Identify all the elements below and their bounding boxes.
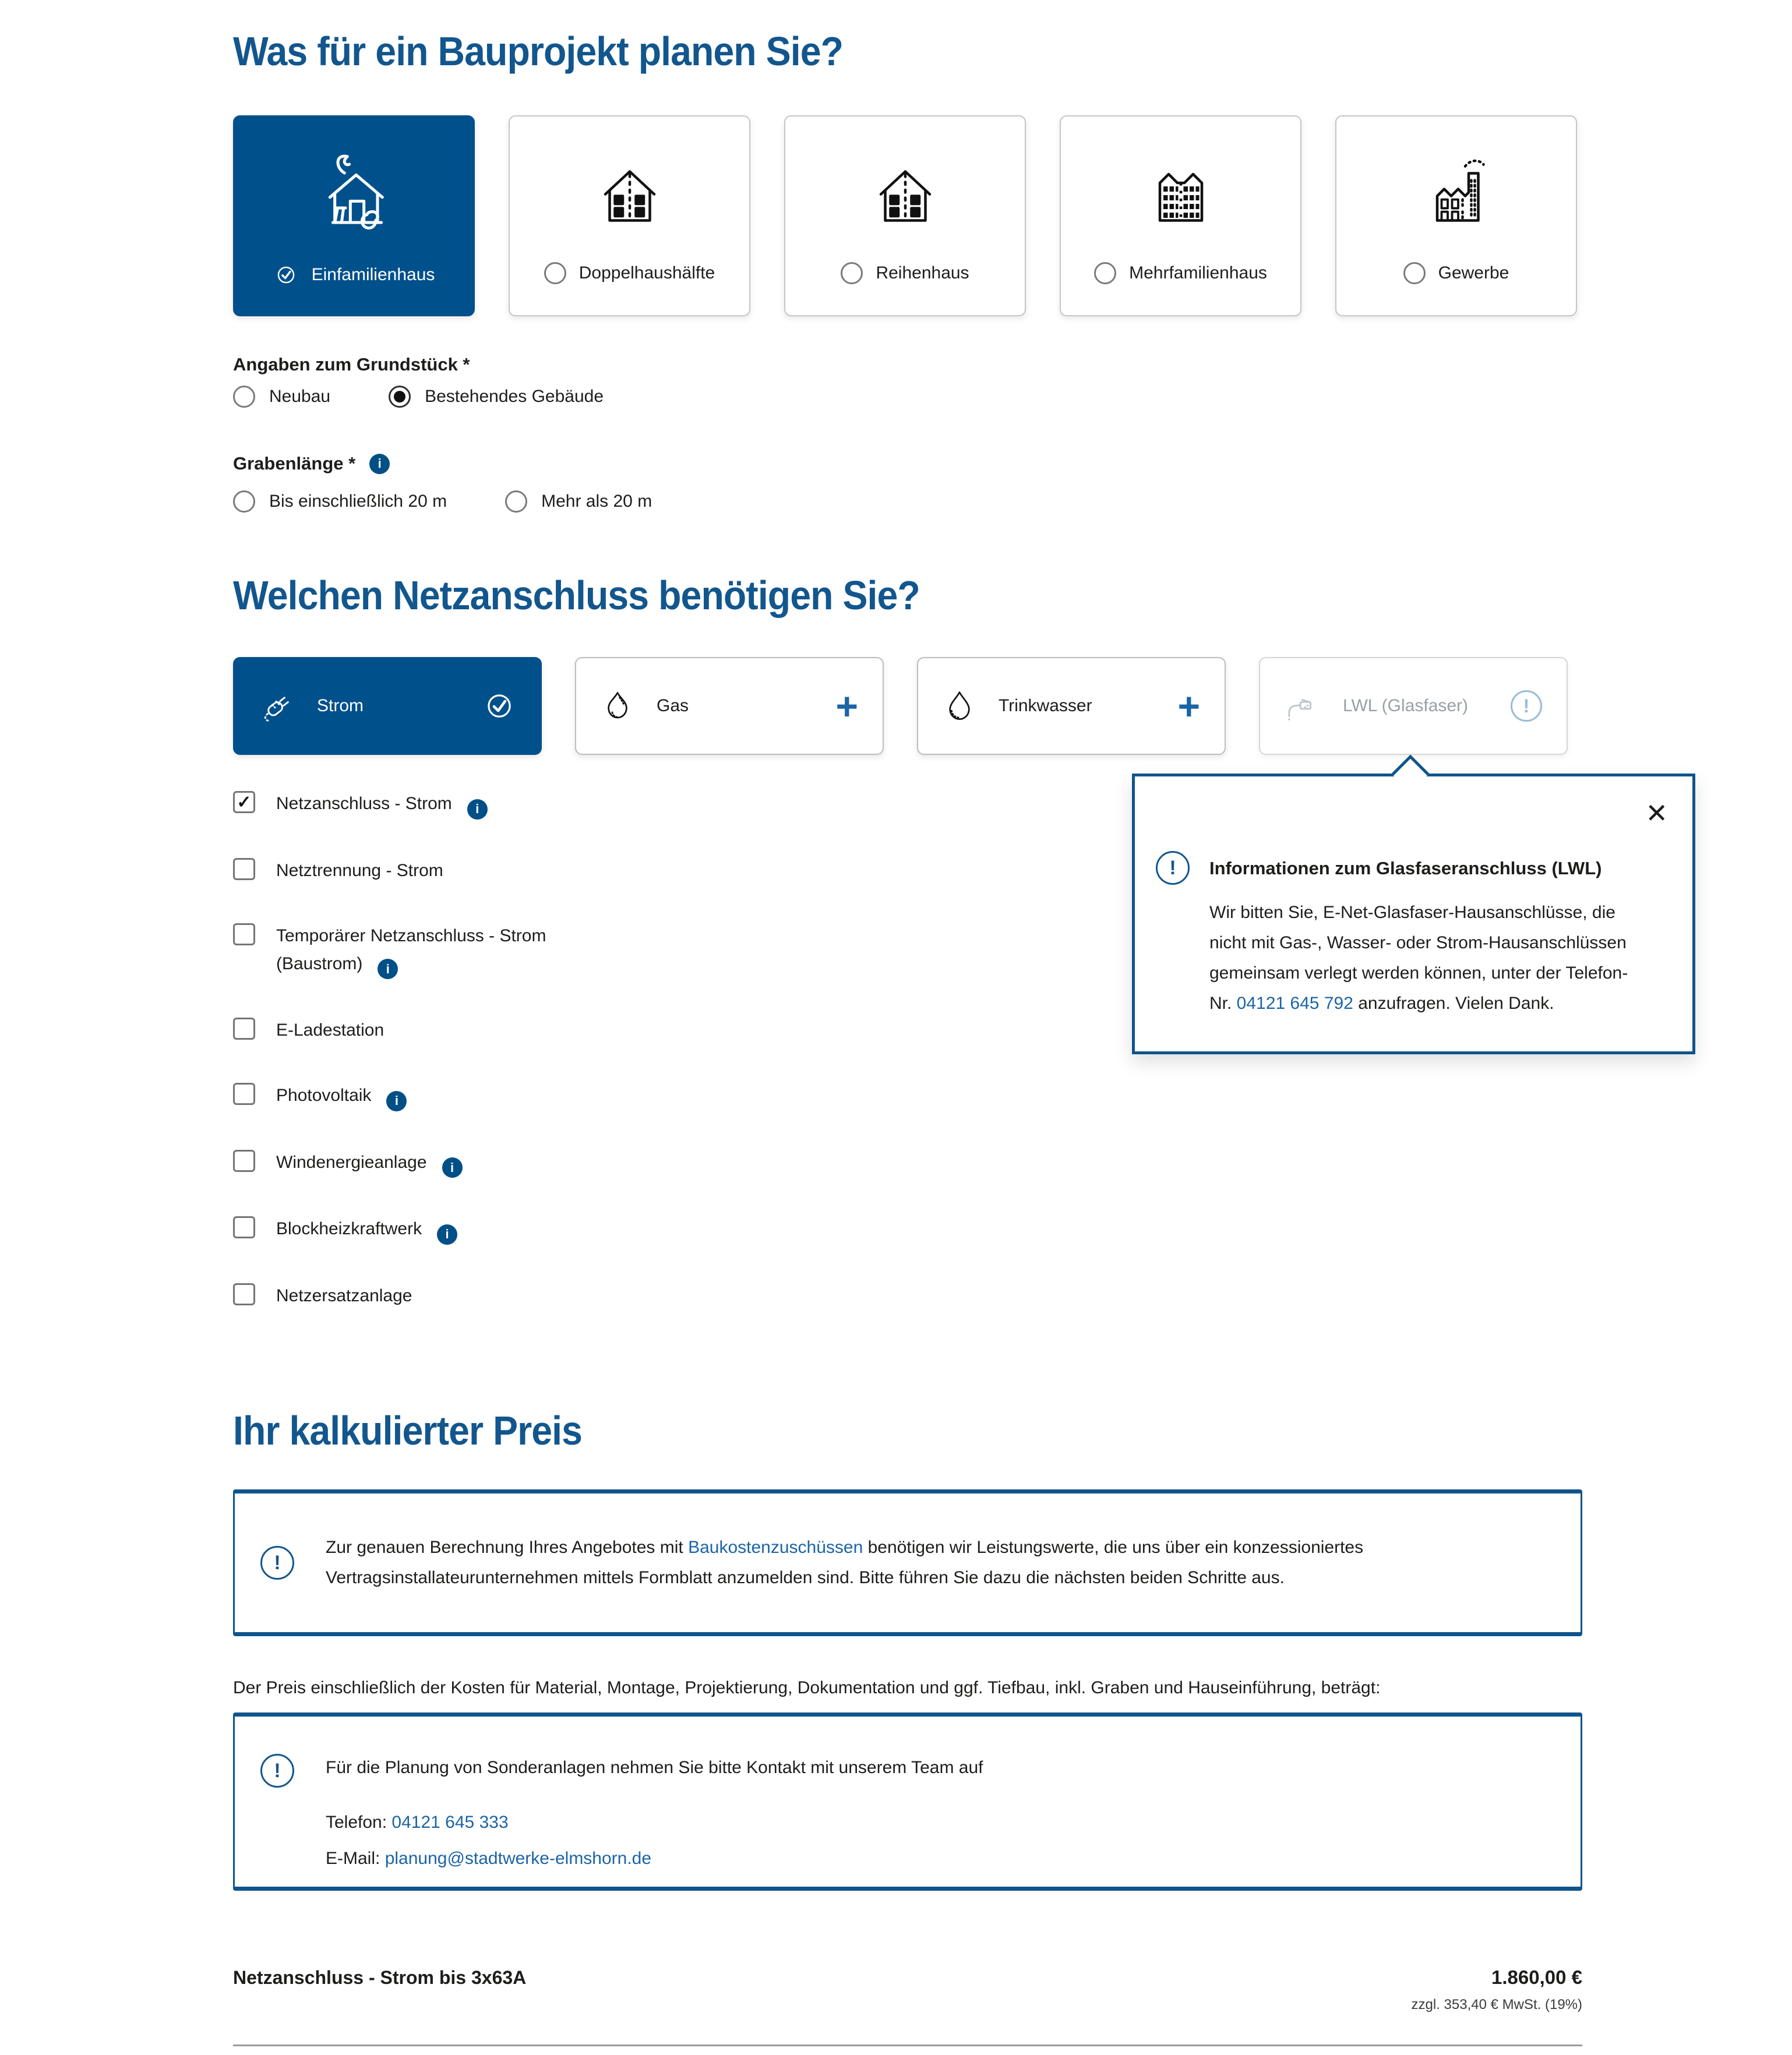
checkbox-icon[interactable] <box>233 1083 255 1105</box>
option-e-ladestation[interactable] <box>233 1016 550 1044</box>
option-temporaerer-netzanschluss[interactable] <box>233 922 550 980</box>
tooltip-text: Wir bitten Sie, E-Net-Glasfaser-Hausanschlüsse, die nicht mit Gas-, Wasser- oder Strom-Hausanschlüssen gemeinsam verlegt werden können, unter der Telefon-Nr. <box>1209 903 1628 1013</box>
checkbox-icon[interactable] <box>233 1150 255 1172</box>
radio-icon[interactable] <box>233 386 255 408</box>
phone-label: Telefon: <box>326 1813 392 1832</box>
option-netzanschluss-strom[interactable] <box>233 790 550 820</box>
flame-icon <box>601 689 634 723</box>
price-paragraph: Der Preis einschließlich der Kosten für Material, Montage, Projektierung, Dokumentation und ggf. Tiefbau, inkl. Graben und Hauseinführung, beträgt: <box>233 1678 1381 1697</box>
notice-text: Zur genauen Berechnung Ihres Angebotes mit <box>326 1538 689 1557</box>
checkbox-icon[interactable] <box>233 1283 255 1305</box>
plus-icon: + <box>835 684 858 728</box>
info-icon[interactable]: i <box>386 1091 407 1111</box>
info-icon[interactable]: i <box>437 1224 457 1245</box>
checkbox-icon[interactable] <box>233 923 255 945</box>
notice-text: benötigen wir Leistungswerte, die uns über ein konzessioniertes Vertragsinstallateurunternehmen mittels Formblatt anzumelden sind. Bitte führen Sie dazu die nächsten beiden Schritte aus. <box>326 1538 1364 1587</box>
phone-link[interactable]: 04121 645 333 <box>391 1813 509 1832</box>
exclamation-icon: ! <box>1156 851 1190 885</box>
radio-label: Mehr als 20 m <box>541 492 652 511</box>
building-radio[interactable] <box>841 262 863 284</box>
exclamation-icon: ! <box>260 1754 294 1788</box>
contact-phone-line <box>326 1809 983 1837</box>
tab-strom[interactable] <box>233 657 542 755</box>
building-type-cards <box>233 115 1577 316</box>
info-icon[interactable]: i <box>442 1157 463 1178</box>
building-card-label: Einfamilienhaus <box>311 265 435 284</box>
building-card-mehrfamilienhaus[interactable] <box>1060 115 1301 316</box>
price-section-title: Ihr kalkulierter Preis <box>233 1408 583 1453</box>
option-netztrennung-strom[interactable] <box>233 857 550 885</box>
semi-detached-house-icon <box>586 147 673 240</box>
radio-label: Neubau <box>269 387 331 406</box>
house-icon <box>305 147 404 240</box>
check-circle-icon <box>482 689 516 723</box>
price-summary <box>233 1966 1582 2013</box>
radio-option-mehr-20m[interactable] <box>505 490 652 513</box>
email-link[interactable]: planung@stadtwerke-elmshorn.de <box>384 1849 652 1868</box>
plug-icon <box>259 688 295 724</box>
tooltip-text: anzufragen. Vielen Dank. <box>1353 994 1554 1013</box>
info-icon[interactable]: i <box>369 454 390 474</box>
tooltip-body <box>1209 898 1650 1019</box>
contact-notice-box <box>233 1712 1582 1891</box>
radio-option-neubau[interactable] <box>233 386 330 408</box>
alert-circle-icon[interactable]: ! <box>1511 690 1542 722</box>
lwl-info-tooltip <box>1132 774 1695 1054</box>
trench-label-text: Grabenlänge * <box>233 453 356 474</box>
option-photovoltaik[interactable] <box>233 1082 550 1111</box>
phone-link[interactable]: 04121 645 792 <box>1236 994 1353 1013</box>
email-label: E-Mail: <box>326 1849 385 1868</box>
summary-price: 1.860,00 € <box>1491 1966 1582 1988</box>
option-label: Photovoltaik <box>276 1086 372 1105</box>
option-label: Temporärer Netzanschluss - Strom (Baustrom) <box>276 926 546 973</box>
tab-label: Strom <box>317 696 364 715</box>
row-house-icon <box>862 147 949 240</box>
option-label: Windenergieanlage <box>276 1152 427 1172</box>
option-label: Netzanschluss - Strom <box>276 794 452 813</box>
radio-option-bis-20m[interactable] <box>233 490 447 513</box>
building-card-doppelhaushaelfte[interactable] <box>509 115 750 316</box>
apartment-building-icon <box>1137 147 1225 240</box>
exclamation-icon: ! <box>260 1546 294 1580</box>
option-label: Netztrennung - Strom <box>276 860 443 880</box>
close-icon[interactable]: ✕ <box>1645 798 1668 828</box>
strom-options-list <box>233 790 550 1310</box>
factory-icon <box>1413 147 1500 240</box>
fiber-cable-icon <box>1285 688 1321 724</box>
option-label: E-Ladestation <box>276 1021 384 1040</box>
radio-icon[interactable] <box>389 386 411 408</box>
plus-icon: + <box>1177 684 1200 728</box>
building-card-reihenhaus[interactable] <box>784 115 1026 316</box>
building-radio[interactable] <box>544 262 566 284</box>
tab-trinkwasser[interactable] <box>917 657 1226 755</box>
info-icon[interactable]: i <box>467 799 488 820</box>
tab-label: Trinkwasser <box>999 696 1092 715</box>
building-card-label: Doppelhaushälfte <box>578 263 715 283</box>
tab-lwl-glasfaser[interactable] <box>1259 657 1568 755</box>
radio-icon[interactable] <box>505 490 527 513</box>
radio-label: Bis einschließlich 20 m <box>269 492 447 511</box>
checkbox-icon[interactable]: ✓ <box>233 791 255 813</box>
connection-tabs <box>233 657 1568 755</box>
summary-item-name: Netzanschluss - Strom bis 3x63A <box>233 1967 527 1988</box>
bkz-notice-text <box>326 1533 1540 1593</box>
trench-radio-group <box>233 490 652 513</box>
tab-label: Gas <box>657 696 689 715</box>
water-drop-icon <box>943 689 976 723</box>
option-blockheizkraftwerk[interactable] <box>233 1215 550 1245</box>
info-icon[interactable]: i <box>378 959 398 979</box>
bottom-divider <box>233 2045 1582 2046</box>
building-card-label: Reihenhaus <box>876 263 969 283</box>
property-group-label: Angaben zum Grundstück * <box>233 354 470 375</box>
checkbox-icon[interactable] <box>233 1018 255 1040</box>
checkbox-icon[interactable] <box>233 1216 255 1238</box>
tab-label: LWL (Glasfaser) <box>1343 696 1469 715</box>
tooltip-title: Informationen zum Glasfaseranschluss (LWL) <box>1209 858 1602 878</box>
building-card-label: Mehrfamilienhaus <box>1129 263 1267 283</box>
connection-section-title: Welchen Netzanschluss benötigen Sie? <box>233 573 920 618</box>
option-windenergieanlage[interactable] <box>233 1149 550 1178</box>
baukostenzuschuesse-link[interactable]: Baukostenzuschüssen <box>688 1538 863 1557</box>
check-circle-icon <box>273 262 299 288</box>
page-title: Was für ein Bauprojekt planen Sie? <box>233 29 844 74</box>
property-radio-group <box>233 386 604 408</box>
contact-email-line <box>326 1845 983 1873</box>
option-netzersatzanlage[interactable] <box>233 1282 550 1310</box>
building-card-einfamilienhaus[interactable] <box>233 115 475 316</box>
tab-gas[interactable] <box>575 657 884 755</box>
building-card-gewerbe[interactable] <box>1335 115 1577 316</box>
building-radio[interactable] <box>1403 262 1426 284</box>
checkbox-icon[interactable] <box>233 858 255 880</box>
summary-vat: zzgl. 353,40 € MwSt. (19%) <box>1411 1997 1582 2012</box>
radio-icon[interactable] <box>233 490 255 513</box>
radio-option-bestehendes-gebaeude[interactable] <box>389 386 604 408</box>
trench-group-label <box>233 453 390 474</box>
building-radio[interactable] <box>1094 262 1116 284</box>
option-label: Netzersatzanlage <box>276 1286 412 1305</box>
option-label: Blockheizkraftwerk <box>276 1219 422 1238</box>
bkz-notice-box <box>233 1489 1582 1636</box>
building-card-label: Gewerbe <box>1438 263 1509 283</box>
radio-label: Bestehendes Gebäude <box>425 387 604 406</box>
contact-text: Für die Planung von Sonderanlagen nehmen Sie bitte Kontakt mit unserem Team auf <box>326 1758 983 1777</box>
